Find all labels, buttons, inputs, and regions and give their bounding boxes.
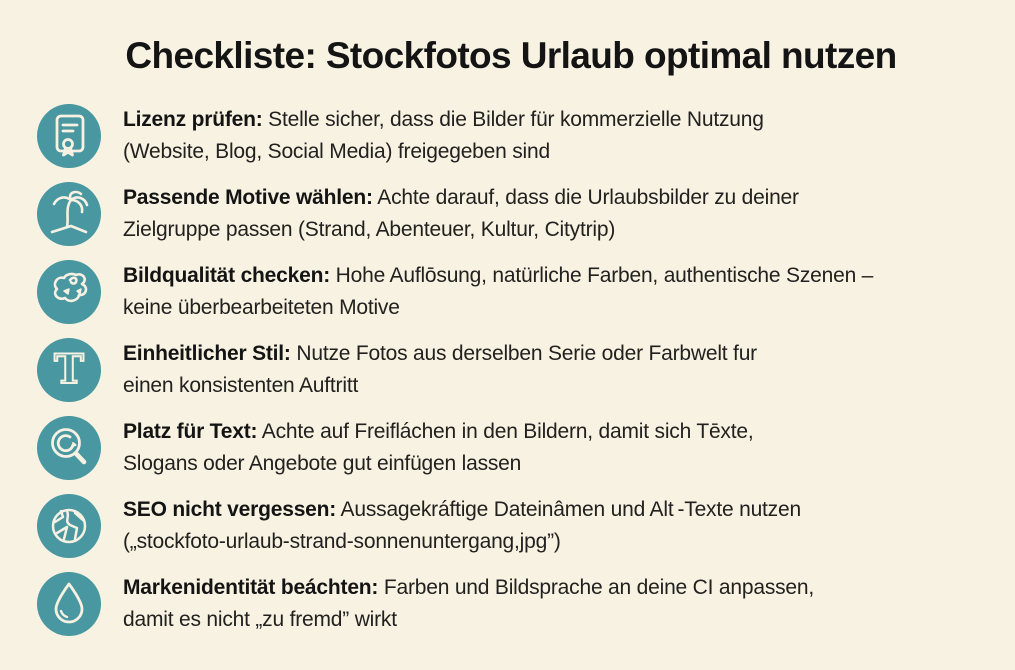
item-line2: Zielgruppe passen (Strand, Abenteuer, Kultur, Citytrip) xyxy=(123,218,616,241)
checklist-item xyxy=(37,338,985,402)
checklist-item xyxy=(37,494,985,558)
certificate-icon xyxy=(37,104,101,168)
item-line1: Hohe Auflōsung, natürliche Farben, authentische Szenen – xyxy=(330,264,874,287)
item-line2: („stockfoto-urlaub-strand-sonnenuntergang,jpg”) xyxy=(123,530,561,553)
droplet-icon xyxy=(37,572,101,636)
item-label: Einheitlicher Stil: xyxy=(123,342,291,365)
item-line2: (Website, Blog, Social Media) freigegeben sind xyxy=(123,140,550,163)
checklist-item xyxy=(37,416,985,480)
checklist-page xyxy=(0,35,1015,636)
checklist-item-text xyxy=(123,260,873,324)
item-label: Lizenz prüfen: xyxy=(123,108,263,131)
page-title: Checkliste: Stockfotos Urlaub optimal nutzen xyxy=(125,35,897,76)
item-line1: Stelle sicher, dass die Bilder für kommerzielle Nutzung xyxy=(262,108,764,131)
checklist-item-text xyxy=(123,572,814,636)
checklist-item xyxy=(37,182,985,246)
checklist-item-text xyxy=(123,494,801,558)
item-label: Passende Motive wählen: xyxy=(123,186,373,209)
item-line2: damit es nicht „zu fremd” wirkt xyxy=(123,608,397,631)
magnifier-icon xyxy=(37,416,101,480)
checklist-item-text xyxy=(123,338,757,402)
letter-t-icon xyxy=(37,338,101,402)
checklist-item xyxy=(37,104,985,168)
item-line1: Achte auf Freifláchen in den Bildern, damit sich Tēxte, xyxy=(257,420,754,443)
checklist xyxy=(37,104,985,636)
item-label: Bildqualität checken: xyxy=(123,264,331,287)
item-label: Platz für Text: xyxy=(123,420,258,443)
checklist-item xyxy=(37,260,985,324)
item-label: SEO nicht vergessen: xyxy=(123,498,337,521)
item-line2: einen konsistenten Auftritt xyxy=(123,374,359,397)
palm-tree-icon xyxy=(37,182,101,246)
item-label: Markenidentität beáchten: xyxy=(123,576,379,599)
item-line1: Achte darauf, dass die Urlaubsbilder zu deiner xyxy=(372,186,799,209)
checklist-item-text xyxy=(123,416,753,480)
item-line1: Nutze Fotos aus derselben Serie oder Farbwelt fur xyxy=(290,342,757,365)
checklist-item xyxy=(37,572,985,636)
abstract-image-icon xyxy=(37,260,101,324)
item-line1: Farben und Bildsprache an deine CI anpassen, xyxy=(378,576,815,599)
checklist-item-text xyxy=(123,104,764,168)
item-line2: Slogans oder Angebote gut einfügen lassen xyxy=(123,452,522,475)
checklist-item-text xyxy=(123,182,799,246)
svg-text:T: T xyxy=(54,346,84,393)
item-line2: keine überbearbeiteten Motive xyxy=(123,296,400,319)
globe-icon xyxy=(37,494,101,558)
item-line1: Aussagekráftige Dateinâmen und Alt -Texte nutzen xyxy=(336,498,801,521)
